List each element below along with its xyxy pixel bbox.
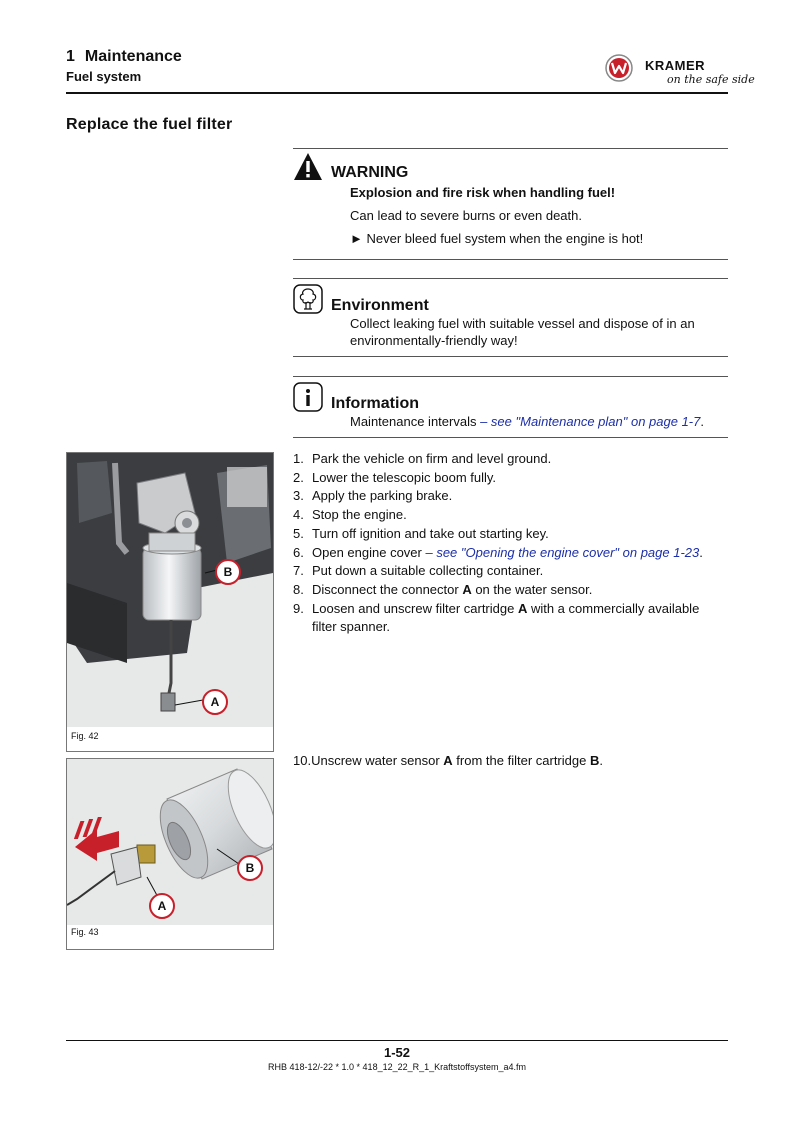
step-10 (293, 753, 603, 768)
callout-b: B (237, 855, 263, 881)
step-text: filter spanner. (312, 619, 391, 635)
list-item (293, 506, 733, 525)
chapter-heading (66, 48, 182, 66)
callout-a: A (202, 689, 228, 715)
step-text: . (599, 753, 603, 768)
step-number: 7. (293, 563, 304, 579)
step-text: Lower the telescopic boom fully. (312, 469, 497, 485)
step-text: from the filter cartridge (452, 753, 590, 768)
step-number: 6. (293, 544, 304, 560)
page-subtitle: Fuel system (66, 69, 142, 84)
figure-42 (66, 452, 274, 752)
step-number: 5. (293, 525, 304, 541)
header-divider (66, 92, 728, 94)
step-number: 9. (293, 600, 304, 616)
callout-a: A (149, 893, 175, 919)
step-text: with a commercially available (527, 600, 700, 616)
step-text: Open engine cover (312, 544, 422, 560)
logo-tagline: on the safe side (667, 73, 755, 86)
step-text: Disconnect the connector (312, 581, 463, 597)
step-number: 8. (293, 581, 304, 597)
callout-b: B (215, 559, 241, 585)
list-item (293, 450, 733, 469)
warning-bottom-rule (293, 259, 728, 260)
warning-text: Can lead to severe burns or even death. (350, 208, 582, 223)
warning-subheading: Explosion and fire risk when handling fuel! (350, 185, 616, 200)
step-text: Park the vehicle on firm and level ground. (312, 451, 552, 466)
information-top-rule (293, 376, 728, 377)
callout-ref: A (517, 600, 528, 616)
step-text: Stop the engine. (312, 507, 407, 523)
engine-cover-link[interactable]: – see "Opening the engine cover" on page 1-23 (425, 544, 700, 560)
warning-action (350, 229, 643, 249)
list-item (293, 487, 733, 506)
list-item (293, 544, 733, 563)
figure-caption: Fig. 43 (71, 927, 99, 937)
environment-bottom-rule (293, 356, 728, 357)
logo-brand: KRAMER (645, 58, 706, 73)
footer-divider (66, 1040, 728, 1041)
kramer-w-logo-icon (606, 55, 632, 81)
list-item (293, 562, 733, 581)
arrow-marker-icon: ► (350, 231, 363, 246)
step-number: 4. (293, 507, 304, 523)
warning-triangle-icon (293, 152, 323, 182)
information-text (350, 412, 704, 432)
step-text: Apply the parking brake. (312, 488, 453, 504)
section-title: Replace the fuel filter (66, 116, 233, 133)
step-text: Loosen and unscrew filter cartridge (312, 600, 518, 616)
document-reference: RHB 418-12/-22 * 1.0 * 418_12_22_R_1_Kraftstoffsystem_a4.fm (268, 1062, 526, 1072)
list-item (293, 600, 733, 637)
callout-ref: B (589, 753, 600, 768)
maintenance-plan-link[interactable]: – see "Maintenance plan" on page 1-7 (480, 414, 701, 429)
figure-caption: Fig. 42 (71, 731, 99, 741)
chapter-title: Maintenance (84, 48, 182, 65)
environment-text-line2: environmentally-friendly way! (350, 333, 518, 348)
warning-top-rule (293, 148, 728, 149)
step-number: 3. (293, 488, 304, 504)
info-icon (293, 382, 323, 412)
information-bottom-rule (293, 437, 728, 438)
page-number: 1-52 (383, 1045, 411, 1060)
step-number: 2. (293, 469, 304, 485)
callout-ref: A (443, 753, 453, 768)
list-item (293, 525, 733, 544)
fuel-filter-installed-illustration (67, 453, 273, 727)
information-heading: Information (331, 395, 419, 412)
information-suffix: . (700, 414, 704, 429)
figure-43 (66, 758, 274, 950)
information-text-label: Maintenance intervals (350, 414, 477, 429)
list-item (293, 581, 733, 600)
environment-top-rule (293, 278, 728, 279)
step-number: 1. (293, 451, 304, 466)
warning-action-text: Never bleed fuel system when the engine is hot! (366, 231, 644, 246)
callout-ref: A (462, 581, 472, 597)
chapter-number: 1 (66, 48, 75, 65)
step-suffix: . (699, 544, 703, 560)
step-text: Unscrew water sensor (311, 753, 444, 768)
procedure-steps (293, 450, 733, 637)
tree-icon (293, 284, 323, 314)
step-number: 10. (293, 753, 312, 768)
step-text: Turn off ignition and take out starting key. (312, 525, 549, 541)
warning-heading: WARNING (331, 164, 409, 181)
environment-text-line1: Collect leaking fuel with suitable vessel and dispose of in an (350, 316, 695, 331)
step-text: Put down a suitable collecting container. (312, 563, 544, 579)
environment-heading: Environment (331, 297, 429, 314)
step-text: on the water sensor. (471, 581, 593, 597)
list-item (293, 469, 733, 488)
